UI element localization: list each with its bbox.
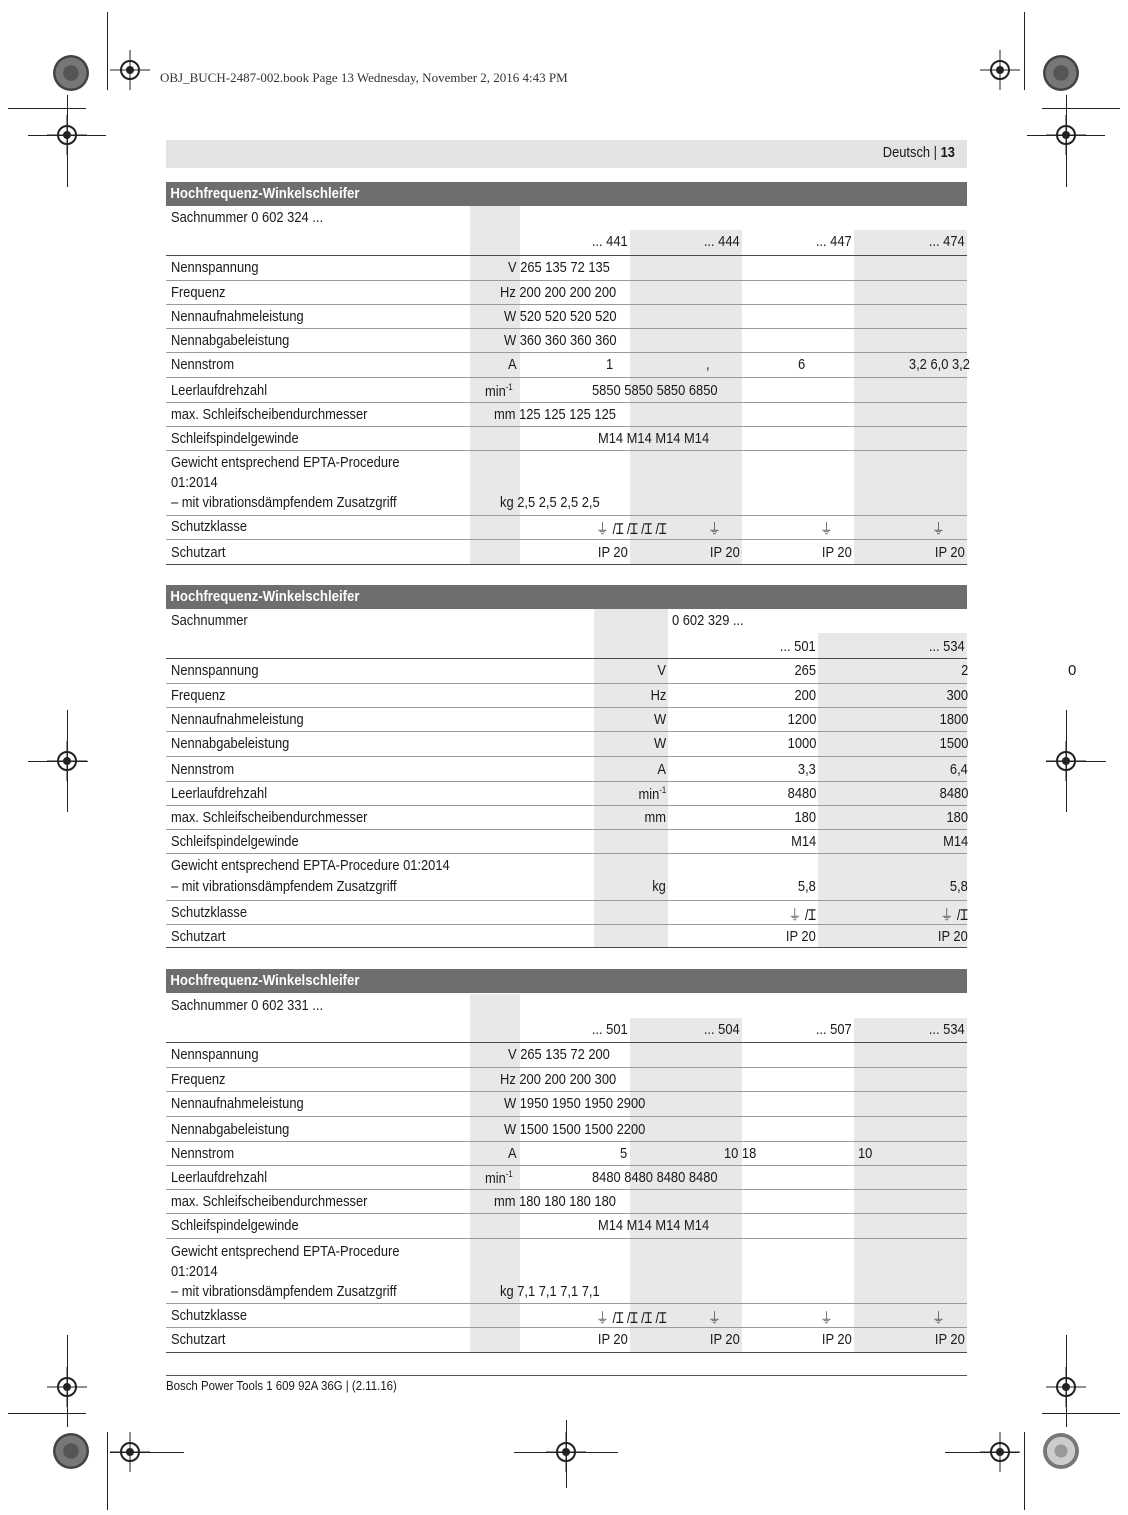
row-label: Frequenz bbox=[171, 1071, 226, 1088]
row-label: Nennabgabeleistung bbox=[171, 735, 290, 752]
row-value: 1500 bbox=[939, 735, 968, 752]
row-unit: W bbox=[653, 735, 666, 752]
color-disc-bottom-right bbox=[1043, 1433, 1079, 1469]
row-label: Gewicht entsprechend EPTA-Procedure bbox=[171, 454, 400, 471]
row-label: Frequenz bbox=[171, 284, 226, 301]
row-value: V 265 135 72 200 bbox=[508, 1046, 610, 1063]
row-value: M14 M14 M14 M14 bbox=[598, 1217, 710, 1234]
row-value: 6,4 bbox=[950, 761, 968, 778]
row-value: 1 bbox=[606, 356, 614, 373]
row-unit: W bbox=[653, 711, 666, 728]
row-label: – mit vibrationsdämpfendem Zusatzgriff bbox=[171, 1283, 397, 1300]
row-value: ⏚ bbox=[708, 521, 721, 538]
row-value: IP 20 bbox=[938, 928, 968, 945]
row-value: 265 bbox=[794, 662, 816, 679]
row-value: 180 bbox=[794, 809, 816, 826]
row-value: 5,8 bbox=[950, 878, 968, 895]
row-label: Schutzart bbox=[171, 1331, 226, 1348]
column-header: ... 474 bbox=[929, 233, 965, 250]
margin-note: 0 bbox=[1068, 662, 1077, 679]
row-unit: kg bbox=[652, 878, 666, 895]
header-label: Deutsch | 13 bbox=[882, 144, 955, 161]
row-label: Nennstrom bbox=[171, 761, 235, 778]
column-header: ... 441 bbox=[592, 233, 628, 250]
row-label: Frequenz bbox=[171, 687, 226, 704]
row-value: IP 20 bbox=[598, 1331, 628, 1348]
row-unit: $\min^{-1}$ bbox=[485, 382, 513, 400]
row-unit: Hz bbox=[650, 687, 666, 704]
row-label: max. Schleifscheibendurchmesser bbox=[171, 809, 368, 826]
row-label: Nennabgabeleistung bbox=[171, 1121, 290, 1138]
row-value: IP 20 bbox=[822, 1331, 852, 1348]
row-value: M14 M14 M14 M14 bbox=[598, 430, 710, 447]
row-value: 10 bbox=[858, 1145, 873, 1162]
row-label: Schleifspindelgewinde bbox=[171, 1217, 299, 1234]
row-label: Leerlaufdrehzahl bbox=[171, 382, 268, 399]
row-label: Schleifspindelgewinde bbox=[171, 430, 299, 447]
row-value: IP 20 bbox=[935, 1331, 965, 1348]
row-value: 3,3 bbox=[798, 761, 816, 778]
row-value: 5 bbox=[620, 1145, 628, 1162]
row-unit: V bbox=[657, 662, 666, 679]
row-label: Nennaufnahmeleistung bbox=[171, 711, 304, 728]
row-label: Nennspannung bbox=[171, 259, 259, 276]
row-value: IP 20 bbox=[710, 544, 740, 561]
row-value: W 520 520 520 520 bbox=[504, 308, 617, 325]
row-value: IP 20 bbox=[598, 544, 628, 561]
row-label: Schutzklasse bbox=[171, 1307, 248, 1324]
row-value: V 265 135 72 135 bbox=[508, 259, 610, 276]
column-header: ... 501 bbox=[592, 1021, 628, 1038]
row-value: ⏚ bbox=[820, 1310, 833, 1327]
row-value: 1000 bbox=[787, 735, 816, 752]
table-title: Hochfrequenz-Winkelschleifer bbox=[166, 182, 967, 206]
row-value: IP 20 bbox=[935, 544, 965, 561]
row-unit: A bbox=[508, 356, 517, 373]
sachnummer-label: Sachnummer bbox=[171, 612, 248, 629]
row-value: W 1500 1500 1500 2200 bbox=[504, 1121, 646, 1138]
row-label: Schutzart bbox=[171, 544, 226, 561]
row-label: Schutzklasse bbox=[171, 904, 248, 921]
print-slug: OBJ_BUCH-2487-002.book Page 13 Wednesday, November 2, 2016 4:43 PM bbox=[160, 70, 568, 85]
row-value: 8480 bbox=[787, 785, 816, 802]
row-unit: $\min^{-1}$ bbox=[485, 1169, 513, 1187]
row-value: IP 20 bbox=[822, 544, 852, 561]
sachnummer-value: 0 602 329 ... bbox=[672, 612, 744, 629]
registration-mark-icon bbox=[110, 50, 150, 90]
row-value: 1200 bbox=[787, 711, 816, 728]
table-title: Hochfrequenz-Winkelschleifer bbox=[166, 969, 967, 993]
page-header bbox=[166, 140, 967, 168]
row-value: 8480 bbox=[939, 785, 968, 802]
column-header: ... 504 bbox=[704, 1021, 740, 1038]
row-value: 1800 bbox=[939, 711, 968, 728]
row-label: Schutzklasse bbox=[171, 518, 248, 535]
row-value: Hz 200 200 200 300 bbox=[500, 1071, 617, 1088]
color-disc-top-left bbox=[53, 55, 89, 91]
row-label: Nennaufnahmeleistung bbox=[171, 1095, 304, 1112]
row-value: ⏚ bbox=[708, 1310, 721, 1327]
row-label: Nennspannung bbox=[171, 662, 259, 679]
row-value: ⏚ bbox=[820, 521, 833, 538]
sachnummer: Sachnummer 0 602 331 ... bbox=[171, 997, 324, 1014]
row-value: 5,8 bbox=[798, 878, 816, 895]
row-label: Gewicht entsprechend EPTA-Procedure bbox=[171, 1243, 400, 1260]
row-value: 10 18 bbox=[724, 1145, 757, 1162]
row-value: M14 bbox=[942, 833, 968, 850]
row-value: Hz 200 200 200 200 bbox=[500, 284, 617, 301]
row-value: kg 7,1 7,1 7,1 7,1 bbox=[500, 1283, 600, 1300]
row-value: W 1950 1950 1950 2900 bbox=[504, 1095, 646, 1112]
row-label: Nennabgabeleistung bbox=[171, 332, 290, 349]
column-header: ... 501 bbox=[780, 638, 816, 655]
row-value: mm 125 125 125 125 bbox=[494, 406, 616, 423]
row-value: kg 2,5 2,5 2,5 2,5 bbox=[500, 494, 600, 511]
row-value: ⏚ /Ɪ /Ɪ /Ɪ /Ɪ bbox=[596, 1310, 667, 1327]
row-label: 01:2014 bbox=[171, 1263, 218, 1280]
row-value: M14 bbox=[790, 833, 816, 850]
column-header: ... 507 bbox=[816, 1021, 852, 1038]
row-value: ⏚ bbox=[932, 1310, 945, 1327]
row-unit: A bbox=[508, 1145, 517, 1162]
row-unit: A bbox=[657, 761, 666, 778]
row-label: Nennstrom bbox=[171, 1145, 235, 1162]
registration-mark-icon bbox=[980, 50, 1020, 90]
table-title: Hochfrequenz-Winkelschleifer bbox=[166, 585, 967, 609]
row-value: IP 20 bbox=[710, 1331, 740, 1348]
row-value: 3,2 6,0 3,2 bbox=[909, 356, 970, 373]
sachnummer: Sachnummer 0 602 324 ... bbox=[171, 209, 324, 226]
row-value: IP 20 bbox=[786, 928, 816, 945]
row-label: 01:2014 bbox=[171, 474, 218, 491]
row-value: 200 bbox=[794, 687, 816, 704]
row-value: mm 180 180 180 180 bbox=[494, 1193, 616, 1210]
row-unit: mm bbox=[644, 809, 666, 826]
row-label: Leerlaufdrehzahl bbox=[171, 1169, 268, 1186]
row-label: Schutzart bbox=[171, 928, 226, 945]
row-value: ⏚ /Ɪ /Ɪ /Ɪ /Ɪ bbox=[596, 521, 667, 538]
footer: Bosch Power Tools 1 609 92A 36G | (2.11.16) bbox=[166, 1378, 397, 1393]
row-value: 5850 5850 5850 6850 bbox=[592, 382, 718, 399]
row-label: Leerlaufdrehzahl bbox=[171, 785, 268, 802]
row-label: – mit vibrationsdämpfendem Zusatzgriff bbox=[171, 878, 397, 895]
row-label: Nennaufnahmeleistung bbox=[171, 308, 304, 325]
row-value: 8480 8480 8480 8480 bbox=[592, 1169, 718, 1186]
row-label: – mit vibrationsdämpfendem Zusatzgriff bbox=[171, 494, 397, 511]
row-value: 300 bbox=[946, 687, 968, 704]
column-header: ... 447 bbox=[816, 233, 852, 250]
row-value: 180 bbox=[946, 809, 968, 826]
row-value: ⏚ /Ɪ bbox=[940, 907, 968, 924]
color-disc-top-right bbox=[1043, 55, 1079, 91]
row-label: Nennstrom bbox=[171, 356, 235, 373]
column-header: ... 444 bbox=[704, 233, 740, 250]
row-value: ⏚ bbox=[932, 521, 945, 538]
row-unit: $\min^{-1}$ bbox=[638, 785, 666, 803]
color-disc-bottom-left bbox=[53, 1433, 89, 1469]
row-label: Gewicht entsprechend EPTA-Procedure 01:2014 bbox=[171, 857, 450, 874]
row-label: max. Schleifscheibendurchmesser bbox=[171, 1193, 368, 1210]
row-value: 6 bbox=[798, 356, 806, 373]
row-value: , bbox=[706, 356, 710, 373]
row-value: ⏚ /Ɪ bbox=[788, 907, 816, 924]
row-label: max. Schleifscheibendurchmesser bbox=[171, 406, 368, 423]
column-header: ... 534 bbox=[929, 638, 965, 655]
column-header: ... 534 bbox=[929, 1021, 965, 1038]
row-label: Schleifspindelgewinde bbox=[171, 833, 299, 850]
row-label: Nennspannung bbox=[171, 1046, 259, 1063]
row-value: W 360 360 360 360 bbox=[504, 332, 617, 349]
row-value: 2 bbox=[960, 662, 968, 679]
